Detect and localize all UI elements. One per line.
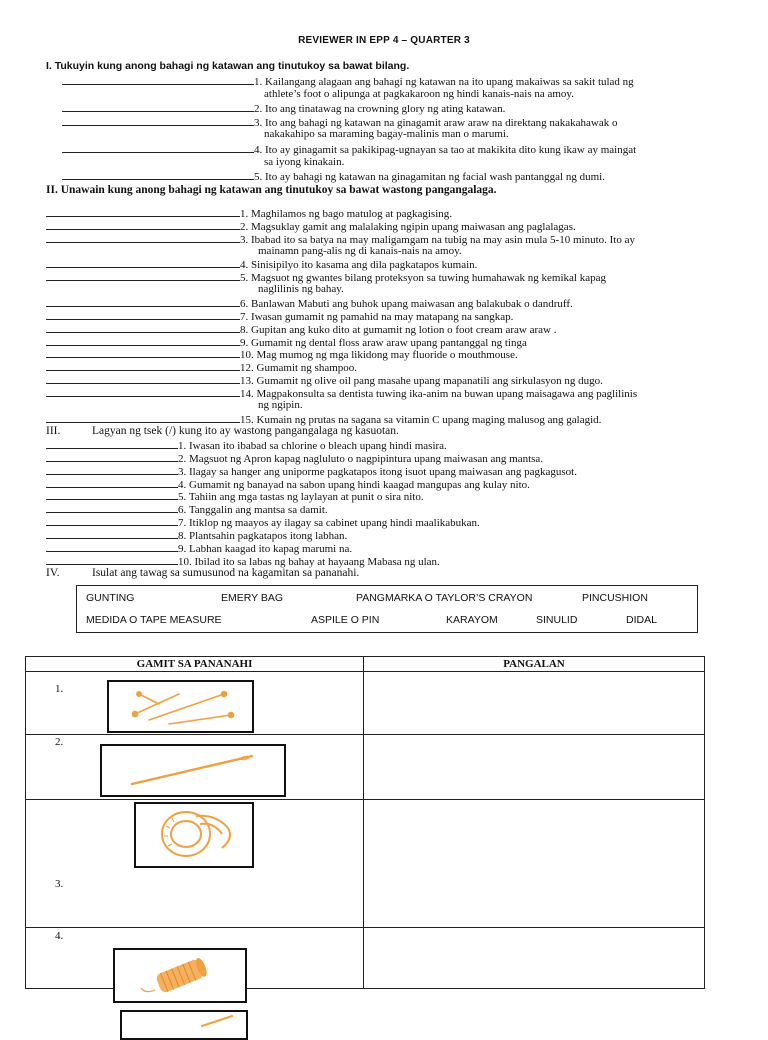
question-text: Maghilamos ng bago matulog at pagkagising. — [251, 208, 453, 220]
question-text: Sinisipilyo ito kasama ang dila pagkatapos kumain. — [251, 259, 478, 272]
question-number: 3. — [240, 233, 249, 246]
answer-cell[interactable] — [364, 800, 705, 928]
question-number: 8. — [240, 323, 249, 336]
question-text: Gumamit ng shampoo. — [256, 362, 358, 375]
section-3-number: III. — [46, 425, 61, 437]
question-item — [62, 142, 636, 157]
answer-blank[interactable] — [62, 101, 254, 112]
thread-spool-image-icon — [113, 948, 247, 1003]
word-bank-item: GUNTING — [86, 592, 135, 604]
answer-blank[interactable] — [46, 438, 178, 449]
section-2-heading: II. Unawain kung anong bahagi ng katawan ang tinutukoy sa bawat wastong pangangalaga. — [46, 184, 497, 196]
section-4-number: IV. — [46, 567, 60, 579]
section-3-heading: Lagyan ng tsek (/) kung ito ay wastong pangangalaga ng kasuotan. — [92, 425, 399, 437]
question-number: 2. — [240, 220, 249, 233]
answer-blank[interactable] — [46, 219, 240, 230]
question-number: 1. — [240, 208, 249, 220]
answer-blank[interactable] — [46, 541, 178, 552]
column-header-tool: GAMIT SA PANANAHI — [26, 657, 364, 672]
question-number: 2. — [254, 103, 263, 116]
answer-blank[interactable] — [46, 373, 240, 384]
tape-measure-image-icon — [134, 802, 254, 868]
answer-blank[interactable] — [46, 502, 178, 513]
question-text: Banlawan Mabuti ang buhok upang maiwasan ang balakubak o dandruff. — [251, 297, 573, 310]
section-1-heading: I. Tukuyin kung anong bahagi ng katawan ang tinutukoy sa bawat bilang. — [46, 60, 410, 72]
question-text: Ilagay sa hanger ang uniporme pagkatapos itong isuot upang maiwasan ang pagkagusot. — [189, 465, 577, 478]
answer-blank[interactable] — [46, 360, 240, 371]
question-number: 1. — [254, 76, 263, 88]
answer-blank[interactable] — [46, 489, 178, 500]
question-text-continued: ng ngipin. — [258, 398, 303, 411]
answer-blank[interactable] — [46, 464, 178, 475]
word-bank-item: PANGMARKA O TAYLOR’S CRAYON — [356, 592, 533, 604]
question-number: 6. — [178, 504, 187, 517]
answer-blank[interactable] — [62, 74, 254, 85]
answer-blank[interactable] — [46, 270, 240, 281]
question-text: Mag mumog ng mga likidong may fluoride o mouthmouse. — [256, 349, 518, 362]
page-title: REVIEWER IN EPP 4 – QUARTER 3 — [298, 35, 470, 46]
section-4-heading: Isulat ang tawag sa sumusunod na kagamitan sa pananahi. — [92, 567, 360, 579]
question-text: Ibabad ito sa batya na may maligamgam na tubig na may asin mula 5-10 minuto. Ito ay — [251, 233, 635, 246]
answer-blank[interactable] — [46, 257, 240, 268]
answer-blank[interactable] — [46, 515, 178, 526]
question-text-continued: sa iyong kinakain. — [264, 155, 345, 168]
answer-blank[interactable] — [46, 451, 178, 462]
answer-blank[interactable] — [46, 232, 240, 243]
question-number: 5. — [240, 272, 249, 285]
question-number: 7. — [178, 517, 187, 530]
question-text: Gumamit ng olive oil pang masahe upang mapanatili ang sirkulasyon ng dugo. — [256, 375, 603, 388]
row-number: 4. — [55, 930, 64, 942]
question-text: Magsuot ng Apron kapag nagluluto o nagpipintura upang maiwasan ang mantsa. — [189, 452, 544, 465]
answer-blank[interactable] — [46, 528, 178, 539]
question-text: Tahiin ang mga tastas ng laylayan at punit o sira nito. — [188, 491, 424, 504]
question-text: Ibilad ito sa labas ng bahay at hayaang Mabasa ng ulan. — [194, 555, 440, 568]
question-number: 6. — [240, 297, 249, 310]
answer-blank[interactable] — [46, 477, 178, 488]
answer-blank[interactable] — [46, 386, 240, 397]
answer-blank[interactable] — [46, 206, 240, 217]
question-number: 7. — [240, 310, 249, 323]
partial-tool-image-icon — [120, 1010, 248, 1040]
question-text: Magsuklay gamit ang malalaking ngipin upang maiwasan ang paglalagas. — [251, 220, 576, 233]
question-number: 15. — [240, 413, 254, 426]
question-item — [46, 386, 637, 401]
row-number: 1. — [55, 683, 64, 695]
column-header-name: PANGALAN — [364, 657, 705, 672]
answer-blank[interactable] — [46, 335, 240, 346]
question-text: Iwasan ito ibabad sa chlorine o bleach upang hindi masira. — [189, 440, 447, 452]
question-text: Gumamit ng dental floss araw araw upang pantanggal ng tinga — [251, 336, 527, 349]
question-text: Ito ang bahagi ng katawan na ginagamit araw araw na direktang nakakahawak o — [265, 116, 618, 129]
table-row — [26, 800, 705, 928]
question-number: 4. — [178, 478, 187, 491]
question-text-continued: naglilinis ng bahay. — [258, 283, 344, 296]
question-text-continued: nakakahipo sa maraming bagay-malinis man o marumi. — [264, 128, 509, 141]
question-number: 13. — [240, 375, 254, 388]
question-number: 5. — [178, 491, 187, 504]
question-text: Gupitan ang kuko dito at gumamit ng lotion o foot cream araw araw . — [251, 323, 557, 336]
answer-blank[interactable] — [46, 554, 178, 565]
question-number: 3. — [178, 465, 187, 478]
answer-blank[interactable] — [46, 309, 240, 320]
word-bank-item: MEDIDA O TAPE MEASURE — [86, 614, 222, 626]
word-bank-item: PINCUSHION — [582, 592, 648, 604]
question-text-continued: mainamn pang-alis ng di kanais-nais na amoy. — [258, 244, 462, 257]
row-number: 3. — [55, 878, 64, 890]
question-number: 8. — [178, 529, 187, 542]
word-bank-item: ASPILE O PIN — [311, 614, 380, 626]
question-number: 4. — [254, 144, 263, 156]
answer-cell[interactable] — [364, 672, 705, 735]
answer-blank[interactable] — [62, 115, 254, 126]
needle-image-icon — [100, 744, 286, 797]
question-text: Tanggalin ang mantsa sa damit. — [188, 504, 328, 517]
word-bank-box — [76, 585, 698, 633]
question-text: Labhan kaagad ito kapag marumi na. — [189, 542, 353, 555]
question-text: Ito ay bahagi ng katawan na ginagamitan ng facial wash pantanggal ng dumi. — [265, 171, 605, 184]
question-number: 1. — [178, 440, 187, 452]
question-text: Plantsahin pagkatapos itong labhan. — [189, 529, 348, 542]
word-bank-item: EMERY BAG — [221, 592, 284, 604]
question-text: Magpakonsulta sa dentista tuwing ika-anim na buwan upang maisagawa ang paglilinis — [256, 387, 638, 400]
table-header-row — [26, 657, 705, 672]
answer-blank[interactable] — [46, 412, 240, 423]
question-text: Gumamit ng banayad na sabon upang hindi kaagad mangupas ang kulay nito. — [189, 478, 530, 491]
question-text: Ito ang tinatawag na crowning glory ng ating katawan. — [265, 103, 506, 116]
answer-blank[interactable] — [46, 347, 240, 358]
question-text: Magsuot ng gwantes bilang proteksyon sa tuwing humahawak ng kemikal kapag — [251, 272, 606, 285]
question-item — [62, 169, 605, 184]
question-number: 5. — [254, 171, 263, 184]
answer-cell[interactable] — [364, 928, 705, 989]
answer-blank[interactable] — [62, 169, 254, 180]
question-number: 2. — [178, 452, 187, 465]
word-bank-item: DIDAL — [626, 614, 657, 626]
answer-blank[interactable] — [46, 296, 240, 307]
question-text: Kailangang alagaan ang bahagi ng katawan na ito upang makaiwas sa sakit tulad ng — [265, 76, 634, 88]
row-number: 2. — [55, 736, 64, 748]
question-text: Itiklop ng maayos ay ilagay sa cabinet upang hindi maalikabukan. — [189, 517, 480, 530]
question-number: 9. — [178, 542, 187, 555]
question-text-continued: athlete’s foot o alipunga at pagkakaroon ng hindi kanais-nais na amoy. — [264, 87, 574, 100]
question-number: 10. — [240, 349, 254, 362]
question-text: Iwasan gumamit ng pamahid na may matapang na sangkap. — [251, 310, 514, 323]
question-number: 12. — [240, 362, 254, 375]
question-number: 3. — [254, 116, 263, 129]
question-number: 14. — [240, 387, 254, 400]
answer-cell[interactable] — [364, 735, 705, 800]
question-text: Kumain ng prutas na sagana sa vitamin C upang maging malusog ang galagid. — [256, 413, 602, 426]
answer-blank[interactable] — [62, 142, 254, 153]
question-number: 9. — [240, 336, 249, 349]
answer-blank[interactable] — [46, 322, 240, 333]
word-bank-item: SINULID — [536, 614, 578, 626]
question-number: 10. — [178, 555, 192, 568]
pins-image-icon — [107, 680, 254, 733]
word-bank-item: KARAYOM — [446, 614, 498, 626]
question-number: 4. — [240, 259, 249, 272]
question-text: Ito ay ginagamit sa pakikipag-ugnayan sa tao at makikita dito kung ikaw ay maingat — [265, 144, 637, 156]
